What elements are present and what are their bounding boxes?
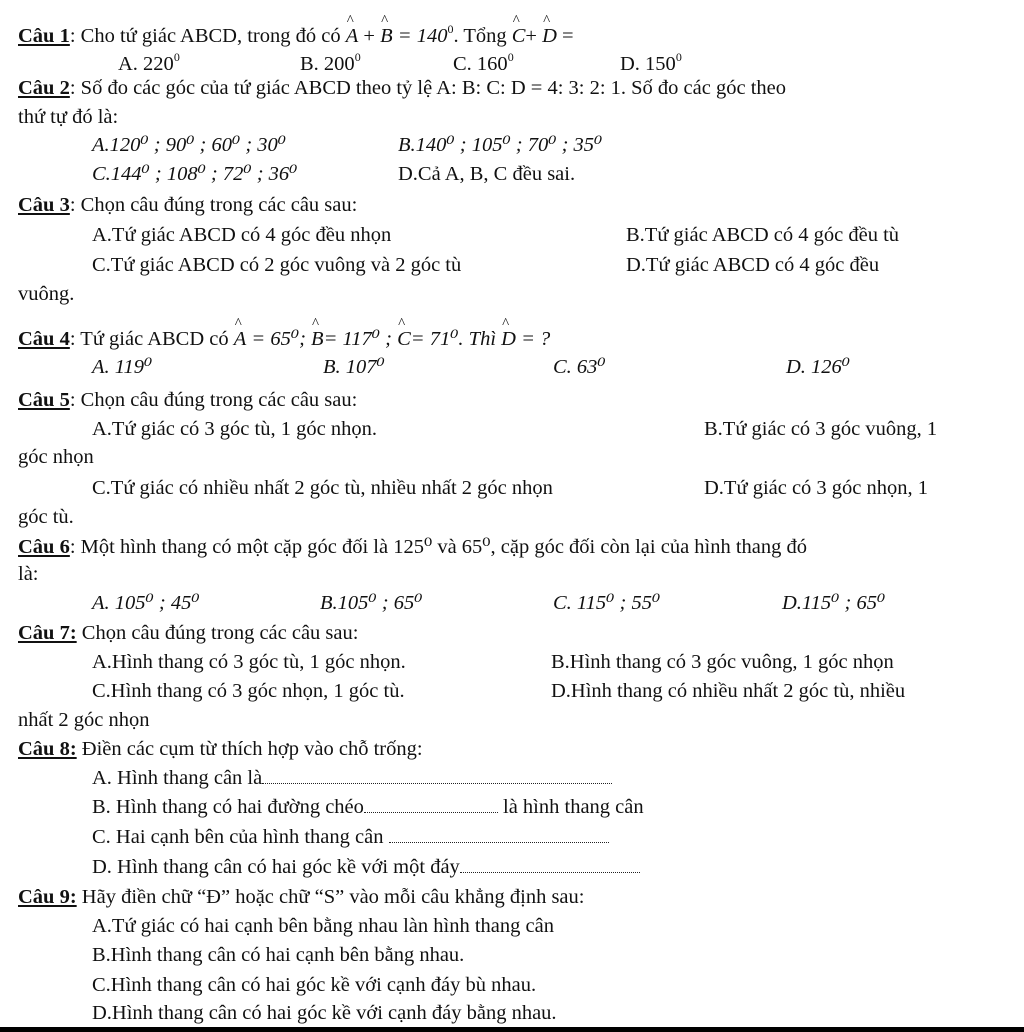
q2-stem: Câu 2: Số đo các góc của tứ giác ABCD theo tỷ lệ A: B: C: D = 4: 3: 2: 1. Số đo các góc theo bbox=[18, 77, 786, 99]
q8-item-c: C. Hai cạnh bên của hình thang cân bbox=[92, 825, 609, 849]
q1-stem: Câu 1: Cho tứ giác ABCD, trong đó có ^ A + ^ $B = 140^0$. Tổng ^ C+ ^ D = bbox=[18, 17, 574, 48]
q6-stem: Câu 6: Một hình thang có một cặp góc đối là 125⁰ và 65⁰, cặp góc đối còn lại của hình thang đó bbox=[18, 536, 808, 558]
q7-stem: Câu 7: Chọn câu đúng trong các câu sau: bbox=[18, 622, 359, 644]
q3-label: Câu 3 bbox=[18, 194, 70, 216]
q9-item-d: D.Hình thang cân có hai góc kề với cạnh đáy bằng nhau. bbox=[92, 1002, 557, 1024]
q7-opt-a: A.Hình thang có 3 góc tù, 1 góc nhọn. bbox=[92, 651, 406, 673]
q2-opt-d: D.Cả A, B, C đều sai. bbox=[398, 163, 576, 185]
q5-opt-b: B.Tứ giác có 3 góc vuông, 1 bbox=[704, 418, 938, 440]
q5-opt-c: C.Tứ giác có nhiều nhất 2 góc tù, nhiều nhất 2 góc nhọn bbox=[92, 477, 553, 499]
blank-a[interactable] bbox=[262, 769, 612, 784]
q7-opt-d-cont: nhất 2 góc nhọn bbox=[18, 709, 150, 731]
q3-opt-c: C.Tứ giác ABCD có 2 góc vuông và 2 góc tù bbox=[92, 254, 462, 276]
q2-opt-b: B.140⁰ ; 105⁰ ; 70⁰ ; 35⁰ bbox=[398, 134, 603, 156]
q7-opt-b: B.Hình thang có 3 góc vuông, 1 góc nhọn bbox=[551, 651, 894, 673]
blank-c[interactable] bbox=[389, 828, 609, 843]
q6-opt-c: C. 115⁰ ; 55⁰ bbox=[553, 592, 661, 614]
q3-opt-a: A.Tứ giác ABCD có 4 góc đều nhọn bbox=[92, 224, 392, 246]
q3-stem: Câu 3: Chọn câu đúng trong các câu sau: bbox=[18, 194, 358, 216]
q6-stem-cont: là: bbox=[18, 563, 39, 585]
q4-stem: Câu 4: Tứ giác ABCD có ^ A = 65⁰; ^ B= 117⁰ ; ^ C= 71⁰. Thì ^ D = ? bbox=[18, 327, 550, 351]
q1-opt-a: A. $220^0$ bbox=[118, 50, 180, 75]
q6-opt-a: A. 105⁰ ; 45⁰ bbox=[92, 592, 200, 614]
q1-opt-d: D. $150^0$ bbox=[620, 50, 682, 75]
q1-opt-b: B. $200^0$ bbox=[300, 50, 361, 75]
q6-opt-b: B.105⁰ ; 65⁰ bbox=[320, 592, 423, 614]
q8-item-d: D. Hình thang cân có hai góc kề với một đáy bbox=[92, 855, 640, 879]
q9-item-b: B.Hình thang cân có hai cạnh bên bằng nhau. bbox=[92, 944, 465, 966]
q4-opt-a: A. 119⁰ bbox=[92, 356, 153, 378]
bottom-border bbox=[0, 1027, 1024, 1032]
q7-label: Câu 7: bbox=[18, 622, 77, 644]
q3-opt-d-cont: vuông. bbox=[18, 283, 75, 305]
q4-opt-b: B. 107⁰ bbox=[323, 356, 385, 378]
q4-label: Câu 4 bbox=[18, 328, 70, 350]
q3-opt-b: B.Tứ giác ABCD có 4 góc đều tù bbox=[626, 224, 900, 246]
q5-opt-d-cont: góc tù. bbox=[18, 506, 74, 528]
q9-label: Câu 9: bbox=[18, 886, 77, 908]
q6-opt-d: D.115⁰ ; 65⁰ bbox=[782, 592, 886, 614]
q3-opt-d: D.Tứ giác ABCD có 4 góc đều bbox=[626, 254, 880, 276]
q4-opt-c: C. 63⁰ bbox=[553, 356, 606, 378]
q5-opt-d: D.Tứ giác có 3 góc nhọn, 1 bbox=[704, 477, 929, 499]
q2-opt-c: C.144⁰ ; 108⁰ ; 72⁰ ; 36⁰ bbox=[92, 163, 298, 185]
q6-label: Câu 6 bbox=[18, 536, 70, 558]
blank-b[interactable] bbox=[364, 798, 498, 813]
q1-label: Câu 1 bbox=[18, 25, 70, 47]
q5-opt-b-cont: góc nhọn bbox=[18, 446, 94, 468]
q5-stem: Câu 5: Chọn câu đúng trong các câu sau: bbox=[18, 389, 358, 411]
q9-item-c: C.Hình thang cân có hai góc kề với cạnh đáy bù nhau. bbox=[92, 974, 537, 996]
q2-stem-cont: thứ tự đó là: bbox=[18, 106, 119, 128]
q1-opt-c: C. $160^0$ bbox=[453, 50, 514, 75]
q2-opt-a: A.120⁰ ; 90⁰ ; 60⁰ ; 30⁰ bbox=[92, 134, 286, 156]
q9-item-a: A.Tứ giác có hai cạnh bên bằng nhau làn hình thang cân bbox=[92, 915, 554, 937]
q7-opt-d: D.Hình thang có nhiều nhất 2 góc tù, nhiều bbox=[551, 680, 906, 702]
q2-label: Câu 2 bbox=[18, 77, 70, 99]
q8-label: Câu 8: bbox=[18, 738, 77, 760]
blank-d[interactable] bbox=[460, 858, 640, 873]
q8-stem: Câu 8: Điền các cụm từ thích hợp vào chỗ trống: bbox=[18, 738, 423, 760]
q9-stem: Câu 9: Hãy điền chữ “Đ” hoặc chữ “S” vào mỗi câu khẳng định sau: bbox=[18, 886, 585, 908]
q8-item-a: A. Hình thang cân là bbox=[92, 766, 612, 790]
q7-opt-c: C.Hình thang có 3 góc nhọn, 1 góc tù. bbox=[92, 680, 405, 702]
q8-item-b: B. Hình thang có hai đường chéo là hình thang cân bbox=[92, 796, 644, 818]
q5-label: Câu 5 bbox=[18, 389, 70, 411]
q4-opt-d: D. 126⁰ bbox=[786, 356, 851, 378]
q5-opt-a: A.Tứ giác có 3 góc tù, 1 góc nhọn. bbox=[92, 418, 377, 440]
